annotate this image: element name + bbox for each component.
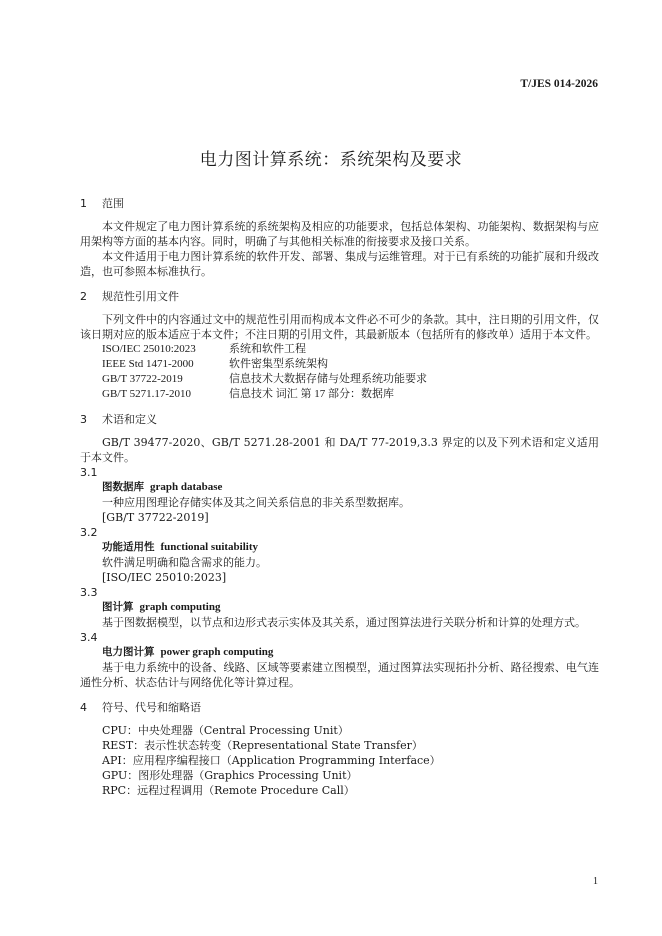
- reference-row: [80, 387, 599, 402]
- page-number: 1: [593, 876, 598, 887]
- reference-row: [80, 372, 599, 387]
- abbreviation-item: RPC：远程过程调用（Remote Procedure Call）: [102, 784, 355, 797]
- term-number: 3.1: [80, 466, 98, 479]
- reference-name: 信息技术 词汇 第 17 部分：数据库: [229, 388, 394, 400]
- term-source: [GB/T 37722-2019]: [102, 511, 209, 524]
- section-title: 术语和定义: [102, 413, 157, 426]
- term-definition: 软件满足明确和隐含需求的能力。: [102, 556, 267, 569]
- abbreviation-item: GPU：图形处理器（Graphics Processing Unit）: [102, 769, 358, 782]
- section-title: 符号、代号和缩略语: [102, 701, 201, 714]
- abbreviation-item: API：应用程序编程接口（Application Programming Interface）: [102, 754, 441, 767]
- term-number: 3.4: [80, 631, 98, 644]
- term-number: 3.2: [80, 526, 98, 539]
- term-name-zh: 图计算: [102, 601, 134, 613]
- term-name-en: graph computing: [139, 601, 221, 613]
- reference-row: [80, 357, 599, 372]
- document-body: [80, 196, 599, 798]
- document-code: T/JES 014-2026: [520, 78, 598, 90]
- section-heading-normative: [80, 289, 599, 304]
- normative-intro: 下列文件中的内容通过文中的规范性引用而构成本文件必不可少的条款。其中，注日期的引用文件，仅该日期对应的版本适应于本文件；不注日期的引用文件，其最新版本（包括所有的修改单）适用于本文件。: [80, 313, 599, 341]
- term-name-zh: 功能适用性: [102, 541, 155, 553]
- document-title: 电力图计算系统：系统架构及要求: [199, 150, 463, 170]
- section-title: 范围: [102, 197, 124, 210]
- term-name: [80, 645, 599, 660]
- term-name-zh: 电力图计算: [102, 646, 155, 658]
- term-name-en: graph database: [150, 481, 223, 493]
- term-definition: 基于图数据模型，以节点和边形式表示实体及其关系，通过图算法进行关联分析和计算的处理方式。: [102, 616, 586, 629]
- section-heading-abbreviations: [80, 700, 599, 715]
- term-name-en: power graph computing: [160, 646, 274, 658]
- section-number: 2: [80, 290, 87, 303]
- section-number: 3: [80, 413, 87, 426]
- section-number: 4: [80, 701, 87, 714]
- term-name: [80, 600, 599, 615]
- section-title: 规范性引用文件: [102, 290, 179, 303]
- term-definition: 一种应用图理论存储实体及其之间关系信息的非关系型数据库。: [102, 496, 410, 509]
- abbreviation-item: CPU：中央处理器（Central Processing Unit）: [102, 724, 349, 737]
- reference-name: 软件密集型系统架构: [229, 358, 328, 370]
- term-definition: 基于电力系统中的设备、线路、区域等要素建立图模型，通过图算法实现拓扑分析、路径搜索、电气连通性分析、状态估计与网络优化等计算过程。: [80, 661, 599, 689]
- reference-row: [80, 342, 599, 357]
- reference-code: ISO/IEC 25010:2023: [102, 343, 196, 355]
- term-name-en: functional suitability: [160, 541, 258, 553]
- term-name-zh: 图数据库: [102, 481, 144, 493]
- abbreviation-item: REST：表示性状态转变（Representational State Transfer）: [102, 739, 423, 752]
- section-number: 1: [80, 197, 87, 210]
- reference-code: GB/T 5271.17-2010: [102, 388, 192, 400]
- reference-code: IEEE Std 1471-2000: [102, 358, 194, 370]
- reference-code: GB/T 37722-2019: [102, 373, 183, 385]
- term-name: [80, 540, 599, 555]
- section-heading-scope: [80, 196, 599, 211]
- scope-paragraph-1: 本文件规定了电力图计算系统的系统架构及相应的功能要求，包括总体架构、功能架构、数据架构与应用架构等方面的基本内容。同时，明确了与其他相关标准的衔接要求及接口关系。: [80, 220, 599, 248]
- terms-intro: GB/T 39477-2020、GB/T 5271.28-2001 和 DA/T 77-2019,3.3 界定的以及下列术语和定义适用于本文件。: [80, 436, 599, 464]
- term-name: [80, 480, 599, 495]
- section-heading-terms: [80, 412, 599, 427]
- term-number: 3.3: [80, 586, 98, 599]
- reference-name: 信息技术大数据存储与处理系统功能要求: [229, 373, 427, 385]
- scope-paragraph-2: 本文件适用于电力图计算系统的软件开发、部署、集成与运维管理。对于已有系统的功能扩展和升级改造，也可参照本标准执行。: [80, 250, 599, 278]
- term-source: [ISO/IEC 25010:2023]: [102, 571, 227, 584]
- reference-name: 系统和软件工程: [229, 343, 306, 355]
